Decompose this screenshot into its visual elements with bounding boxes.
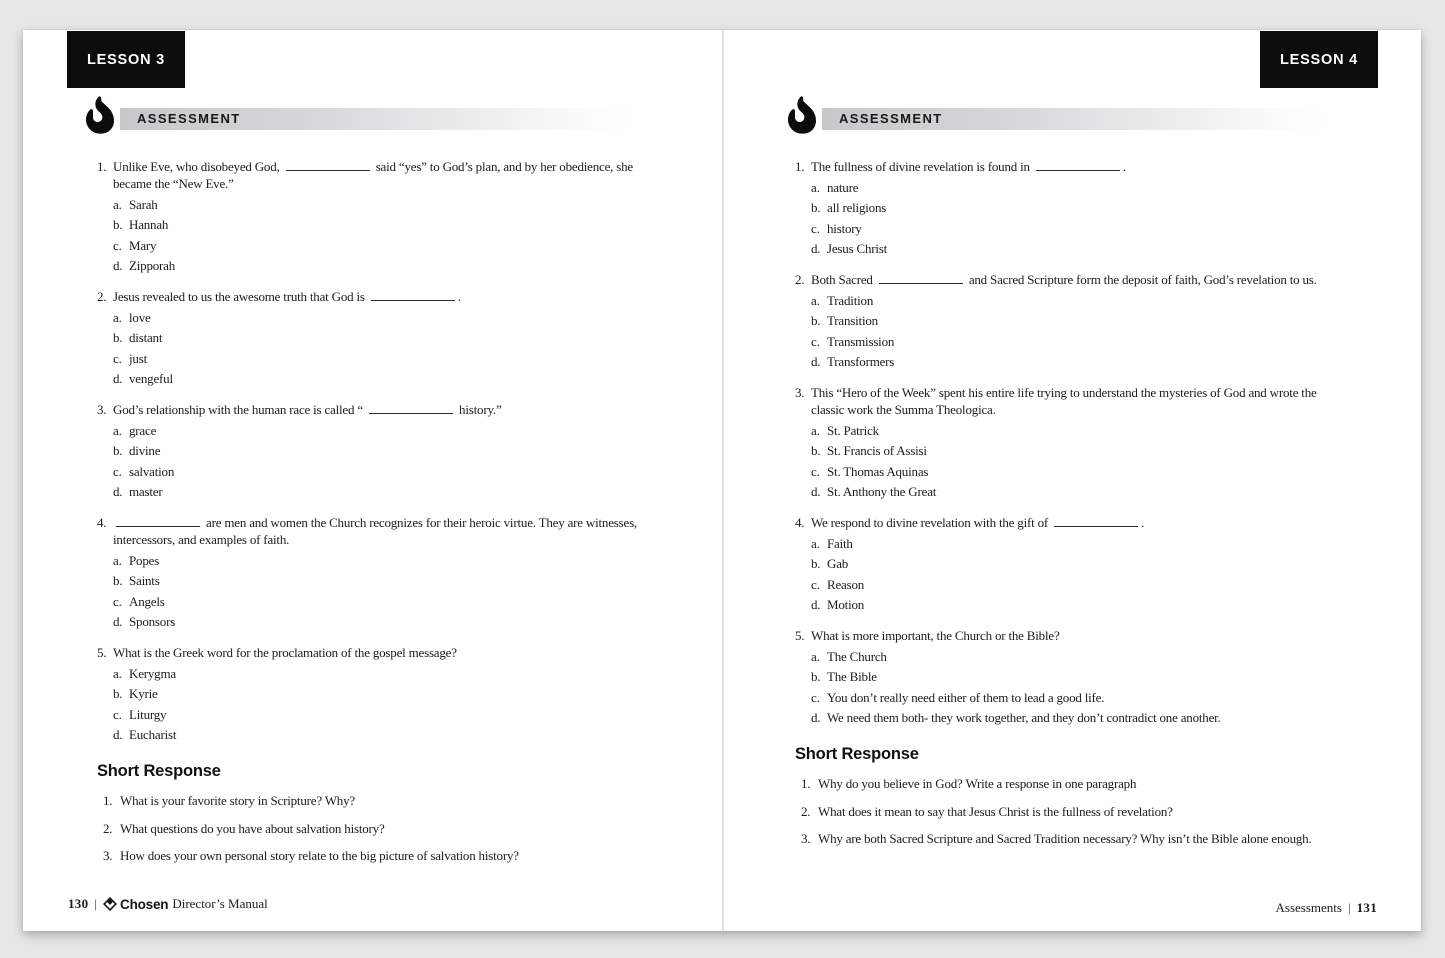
option-row: [811, 668, 1338, 685]
option-row: [113, 309, 642, 326]
question-body: [811, 271, 1338, 370]
option-letter: b.: [811, 669, 821, 684]
manual-page-spread: [23, 30, 1421, 931]
option-letter: d.: [113, 371, 123, 386]
option-letter: b.: [811, 313, 821, 328]
option-text: Kyrie: [129, 686, 158, 701]
short-response-number: 1.: [103, 793, 113, 808]
option-text: Transition: [827, 313, 878, 328]
option-text: just: [129, 350, 147, 366]
option-letter: b.: [113, 330, 123, 345]
lesson-4-label: LESSON 4: [1279, 51, 1359, 68]
option-text: vengeful: [129, 371, 173, 386]
option-text: We need them both- they work together, and they don’t contradict one another.: [827, 710, 1221, 725]
option-text: history: [827, 220, 862, 236]
option-letter: d.: [811, 484, 821, 499]
option-row: [811, 576, 1338, 593]
question-body: [113, 158, 642, 274]
option-text: Angels: [129, 593, 165, 609]
left-page-content: [97, 158, 642, 875]
option-text: Tradition: [827, 292, 874, 308]
question-text: are men and women the Church recognizes for their heroic virtue. They are witnesses, intercessors, and examples of faith.: [113, 515, 637, 547]
footer-separator: |: [1347, 900, 1351, 915]
answer-options: [113, 422, 642, 501]
right-page-content: [795, 158, 1338, 858]
short-response-item: [97, 820, 642, 837]
question-text: This “Hero of the Week” spent his entire life trying to understand the mysteries of God and wrote the classic work the Summa Theologica.: [811, 385, 1317, 417]
question-number: 3.: [795, 385, 805, 400]
question-text: Jesus revealed to us the awesome truth that God is .: [113, 289, 461, 304]
option-row: [113, 463, 642, 480]
option-text: all religions: [827, 200, 887, 215]
option-letter: d.: [811, 597, 821, 612]
option-letter: c.: [811, 333, 820, 349]
question-item: [795, 271, 1338, 370]
option-letter: a.: [811, 179, 820, 195]
option-text: Kerygma: [129, 665, 176, 681]
short-response-number: 3.: [103, 848, 113, 863]
option-text: nature: [827, 179, 859, 195]
assessment-banner-title: ASSESSMENT: [822, 108, 1329, 130]
option-row: [811, 442, 1338, 459]
option-row: [811, 689, 1338, 706]
option-letter: a.: [113, 196, 122, 212]
option-row: [113, 237, 642, 254]
option-text: love: [129, 309, 151, 325]
short-response-number: 1.: [801, 776, 811, 791]
lesson-4-header-box: [1260, 31, 1378, 88]
question-item: [97, 401, 642, 500]
option-letter: a.: [113, 422, 122, 438]
question-item: [795, 158, 1338, 257]
option-text: St. Francis of Assisi: [827, 443, 927, 458]
option-letter: b.: [113, 443, 123, 458]
option-text: distant: [129, 330, 163, 345]
option-text: St. Anthony the Great: [827, 484, 937, 499]
short-response-number: 2.: [801, 803, 811, 819]
option-row: [811, 312, 1338, 329]
option-text: Sponsors: [129, 614, 176, 629]
option-text: Mary: [129, 237, 157, 253]
assessment-banner-title: ASSESSMENT: [120, 108, 635, 130]
option-row: [113, 257, 642, 274]
option-letter: b.: [811, 556, 821, 571]
left-page-footer: [68, 896, 268, 912]
chosen-diamond-icon: [103, 897, 117, 911]
option-letter: a.: [811, 292, 820, 308]
option-text: Transmission: [827, 333, 895, 349]
question-text: What is the Greek word for the proclamation of the gospel message?: [113, 645, 457, 660]
short-response-item: [795, 830, 1338, 847]
question-body: [811, 384, 1338, 500]
question-item: [795, 514, 1338, 613]
lesson-3-label: LESSON 3: [86, 51, 166, 68]
option-row: [811, 535, 1338, 552]
option-row: [113, 329, 642, 346]
option-text: St. Thomas Aquinas: [827, 463, 929, 479]
option-letter: c.: [113, 350, 122, 366]
option-row: [811, 648, 1338, 665]
option-letter: d.: [113, 727, 123, 742]
question-number: 5.: [795, 628, 805, 643]
answer-blank: [369, 402, 453, 414]
option-row: [811, 353, 1338, 370]
option-text: Jesus Christ: [827, 241, 888, 256]
option-text: grace: [129, 422, 157, 438]
short-response-text: How does your own personal story relate to the big picture of salvation history?: [120, 848, 519, 863]
short-response-item: [795, 803, 1338, 820]
option-text: salvation: [129, 463, 175, 479]
option-row: [811, 596, 1338, 613]
question-text: We respond to divine revelation with the gift of .: [811, 515, 1145, 530]
answer-options: [811, 535, 1338, 614]
question-number: 2.: [795, 272, 805, 287]
option-letter: b.: [811, 200, 821, 215]
option-row: [113, 726, 642, 743]
option-letter: b.: [811, 443, 821, 458]
option-row: [811, 555, 1338, 572]
question-text: God’s relationship with the human race is called “ history.”: [113, 402, 502, 417]
option-text: Zipporah: [129, 258, 176, 273]
answer-options: [811, 422, 1338, 501]
answer-blank: [1054, 515, 1138, 527]
option-text: Transformers: [827, 354, 895, 369]
short-response-list: [97, 792, 642, 864]
answer-blank: [286, 159, 370, 171]
option-text: Popes: [129, 552, 160, 568]
short-response-item: [97, 847, 642, 864]
question-body: [113, 288, 642, 387]
option-row: [811, 199, 1338, 216]
option-letter: c.: [113, 593, 122, 609]
option-row: [811, 709, 1338, 726]
answer-options: [811, 648, 1338, 727]
question-item: [97, 158, 642, 274]
option-row: [113, 593, 642, 610]
option-row: [113, 706, 642, 723]
short-response-number: 3.: [801, 831, 811, 846]
option-letter: a.: [811, 648, 820, 664]
option-letter: d.: [113, 484, 123, 499]
page-number: 130: [68, 896, 89, 911]
answer-options: [113, 552, 642, 631]
question-body: [113, 401, 642, 500]
answer-options: [811, 179, 1338, 258]
question-number: 5.: [97, 645, 107, 660]
option-letter: b.: [113, 573, 123, 588]
short-response-item: [97, 792, 642, 809]
footer-section-label: Assessments: [1275, 900, 1342, 915]
option-text: The Bible: [827, 669, 877, 684]
option-letter: a.: [113, 309, 122, 325]
assessment-banner-left: [86, 96, 635, 134]
short-response-item: [795, 775, 1338, 792]
short-response-number: 2.: [103, 820, 113, 836]
question-text: The fullness of divine revelation is found in .: [811, 159, 1126, 174]
option-row: [113, 483, 642, 500]
option-row: [113, 350, 642, 367]
option-text: Faith: [827, 535, 853, 551]
option-letter: c.: [811, 220, 820, 236]
option-letter: c.: [811, 576, 820, 592]
option-letter: d.: [113, 258, 123, 273]
question-number: 4.: [97, 515, 107, 530]
option-letter: b.: [113, 217, 123, 232]
option-row: [113, 665, 642, 682]
option-row: [113, 613, 642, 630]
option-row: [811, 483, 1338, 500]
assessment-banner-right: [788, 96, 1329, 134]
option-row: [113, 422, 642, 439]
question-item: [97, 288, 642, 387]
option-text: Hannah: [129, 217, 169, 232]
multiple-choice-list: [97, 158, 642, 743]
brand-name: Chosen: [120, 896, 169, 912]
option-row: [113, 370, 642, 387]
option-letter: d.: [811, 354, 821, 369]
question-item: [97, 644, 642, 743]
option-text: master: [129, 484, 163, 499]
answer-options: [113, 309, 642, 388]
option-row: [113, 572, 642, 589]
option-text: Liturgy: [129, 706, 167, 722]
question-text: Unlike Eve, who disobeyed God, said “yes” to God’s plan, and by her obedience, she became the “New Eve.”: [113, 159, 633, 191]
question-body: [811, 158, 1338, 257]
question-body: [113, 644, 642, 743]
option-row: [113, 552, 642, 569]
lesson-3-header-box: [67, 31, 185, 88]
page-number: 131: [1356, 900, 1377, 915]
option-text: Gab: [827, 556, 849, 571]
flame-icon: [86, 96, 118, 134]
option-text: divine: [129, 443, 161, 458]
answer-options: [113, 196, 642, 275]
option-row: [811, 422, 1338, 439]
right-page: [722, 30, 1421, 931]
option-text: St. Patrick: [827, 422, 879, 438]
option-text: Reason: [827, 576, 865, 592]
question-number: 2.: [97, 289, 107, 304]
option-letter: c.: [113, 706, 122, 722]
answer-blank: [879, 272, 963, 284]
option-row: [811, 292, 1338, 309]
option-letter: d.: [811, 241, 821, 256]
option-row: [811, 179, 1338, 196]
short-response-heading: Short Response: [97, 762, 221, 780]
option-row: [113, 216, 642, 233]
short-response-heading: Short Response: [795, 745, 919, 763]
short-response-list: [795, 775, 1338, 847]
question-item: [795, 627, 1338, 726]
option-text: Motion: [827, 597, 865, 612]
option-row: [811, 463, 1338, 480]
question-text: Both Sacred and Sacred Scripture form the deposit of faith, God’s revelation to us.: [811, 272, 1317, 287]
question-number: 1.: [795, 159, 805, 174]
option-text: The Church: [827, 648, 887, 664]
short-response-text: Why are both Sacred Scripture and Sacred Tradition necessary? Why isn’t the Bible alone enough.: [818, 831, 1312, 846]
short-response-text: What questions do you have about salvation history?: [120, 820, 385, 836]
answer-blank: [371, 289, 455, 301]
right-page-footer: [1276, 900, 1377, 916]
option-row: [811, 333, 1338, 350]
option-letter: b.: [113, 686, 123, 701]
option-letter: a.: [113, 665, 122, 681]
question-body: [113, 514, 642, 630]
multiple-choice-list: [795, 158, 1338, 726]
question-item: [795, 384, 1338, 500]
option-letter: a.: [811, 422, 820, 438]
option-letter: d.: [113, 614, 123, 629]
flame-icon: [788, 96, 820, 134]
question-body: [811, 514, 1338, 613]
option-letter: c.: [811, 689, 820, 705]
option-row: [113, 442, 642, 459]
question-item: [97, 514, 642, 630]
footer-separator: |: [94, 896, 98, 911]
option-letter: a.: [113, 552, 122, 568]
short-response-text: What does it mean to say that Jesus Christ is the fullness of revelation?: [818, 803, 1173, 819]
option-letter: c.: [113, 463, 122, 479]
option-row: [113, 196, 642, 213]
option-letter: d.: [811, 710, 821, 725]
manual-title: Director’s Manual: [172, 896, 268, 911]
answer-blank: [1036, 159, 1120, 171]
answer-blank: [116, 515, 200, 527]
question-text: What is more important, the Church or the Bible?: [811, 628, 1060, 643]
option-letter: c.: [113, 237, 122, 253]
short-response-text: What is your favorite story in Scripture? Why?: [120, 793, 355, 808]
answer-options: [811, 292, 1338, 371]
question-number: 1.: [97, 159, 107, 174]
option-text: Eucharist: [129, 727, 177, 742]
option-letter: c.: [811, 463, 820, 479]
question-number: 4.: [795, 515, 805, 530]
option-letter: a.: [811, 535, 820, 551]
question-body: [811, 627, 1338, 726]
question-number: 3.: [97, 402, 107, 417]
answer-options: [113, 665, 642, 744]
option-row: [811, 240, 1338, 257]
left-page: [23, 30, 722, 931]
option-text: Sarah: [129, 196, 158, 212]
option-row: [113, 685, 642, 702]
short-response-text: Why do you believe in God? Write a response in one paragraph: [818, 776, 1137, 791]
option-text: Saints: [129, 573, 160, 588]
option-text: You don’t really need either of them to lead a good life.: [827, 689, 1105, 705]
option-row: [811, 220, 1338, 237]
